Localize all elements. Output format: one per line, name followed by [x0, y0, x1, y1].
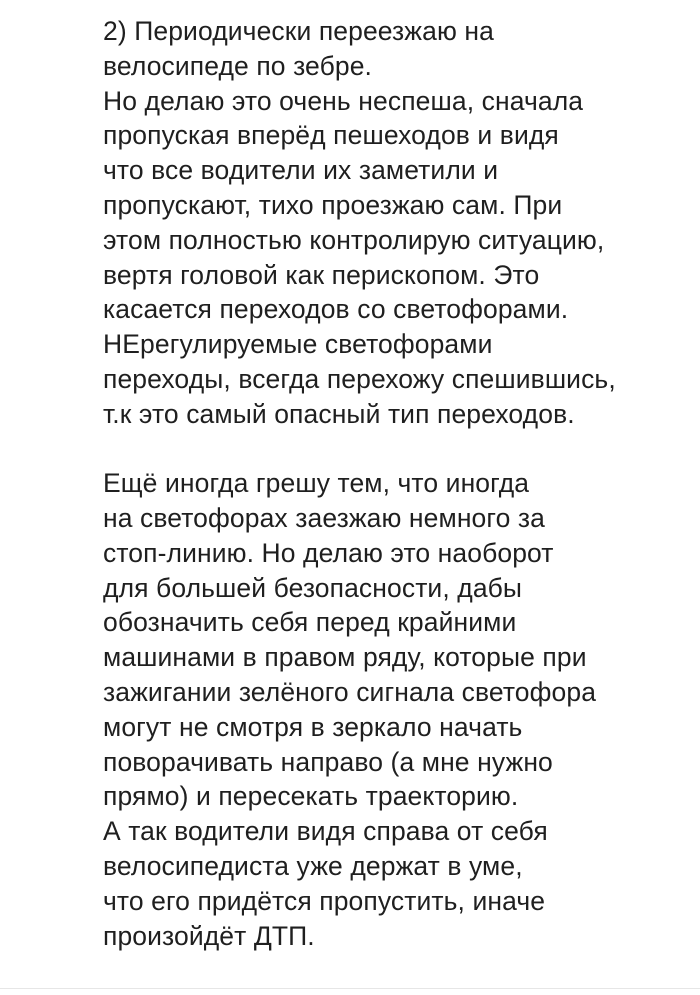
text-line: касается переходов со светофорами. [103, 294, 569, 325]
text-line: могут не смотря в зеркало начать [103, 711, 523, 742]
text-line: зажигании зелёного сигнала светофора [103, 676, 597, 707]
text-line: велосипедиста уже держат в уме, [103, 850, 523, 881]
text-line: для большей безопасности, дабы [103, 572, 523, 603]
text-line: что его придётся пропустить, иначе [103, 885, 546, 916]
post-text [103, 14, 693, 953]
text-line: т.к это самый опасный тип переходов. [103, 398, 575, 429]
text-line: вертя головой как перископом. Это [103, 259, 540, 290]
text-line: А так водители видя справа от себя [103, 816, 548, 847]
text-line: НЕрегулируемые светофорами [103, 329, 493, 360]
text-line: пропускают, тихо проезжаю сам. При [103, 189, 563, 220]
text-line: произойдёт ДТП. [103, 920, 315, 951]
text-line: на светофорах заезжаю немного за [103, 502, 545, 533]
text-line: Но делаю это очень неспеша, сначала [103, 85, 584, 116]
text-line: поворачивать направо (а мне нужно [103, 746, 553, 777]
text-line: этом полностью контролирую ситуацию, [103, 224, 605, 255]
text-line: велосипеде по зебре. [103, 50, 373, 81]
text-line: что все водители их заметили и [103, 155, 499, 186]
text-line: машинами в правом ряду, которые при [103, 642, 587, 673]
text-line: 2) Периодически переезжаю на [103, 16, 494, 46]
text-line: Ещё иногда грешу тем, что иногда [103, 468, 530, 499]
text-line: стоп-линию. Но делаю это наоборот [103, 537, 554, 568]
bottom-divider [0, 988, 700, 989]
text-line: пропуская вперёд пешеходов и видя [103, 120, 559, 151]
text-line: обозначить себя перед крайними [103, 607, 517, 638]
paragraph-spacer [103, 432, 693, 467]
text-line: прямо) и пересекать траекторию. [103, 781, 519, 812]
text-line: переходы, всегда перехожу спешившись, [103, 363, 616, 394]
